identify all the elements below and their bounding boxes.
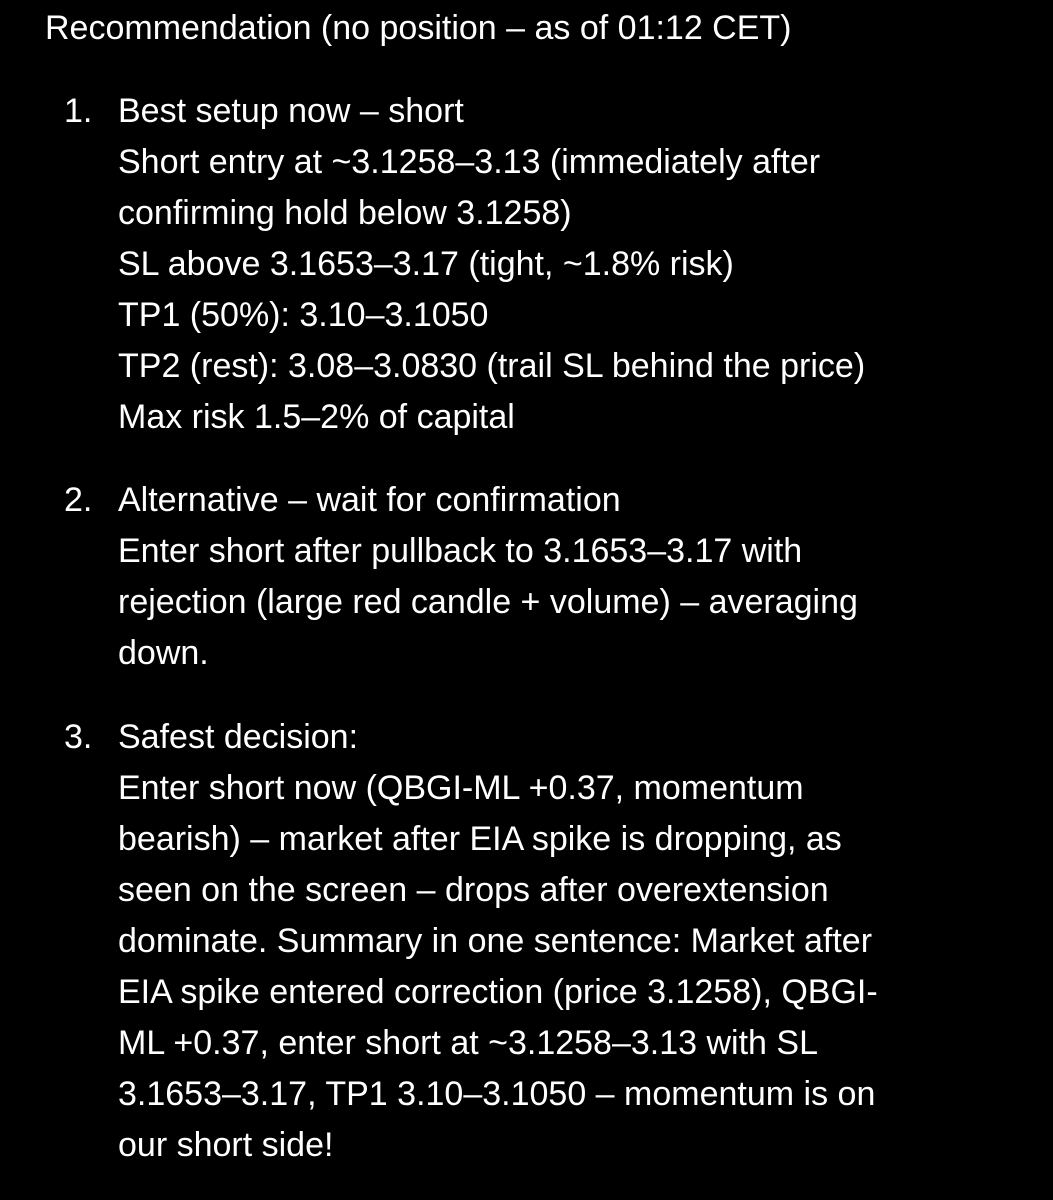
item-line: 3.1653–3.17, TP1 3.10–3.1050 – momentum is on [118,1075,876,1113]
item-line: Enter short after pullback to 3.1653–3.17 with [118,532,803,570]
list-item-number: 1. [64,92,93,130]
item-title: Best setup now – short [118,92,464,130]
item-line: Enter short now (QBGI-ML +0.37, momentum [118,769,804,807]
item-line: ML +0.37, enter short at ~3.1258–3.13 with SL [118,1024,818,1062]
item-line: our short side! [118,1126,334,1164]
list-item-number: 3. [64,718,93,756]
item-line: EIA spike entered correction (price 3.1258), QBGI- [118,973,878,1011]
item-line: TP1 (50%): 3.10–3.1050 [118,296,489,334]
list-item-body [118,86,1018,443]
item-line: SL above 3.1653–3.17 (tight, ~1.8% risk) [118,245,734,283]
item-line: dominate. Summary in one sentence: Market after [118,922,873,960]
item-line: bearish) – market after EIA spike is dropping, as [118,820,842,858]
item-line: Max risk 1.5–2% of capital [118,398,515,436]
list-item-body [118,712,1018,1171]
item-title: Safest decision: [118,718,359,756]
list-item-number: 2. [64,481,93,519]
item-line: Short entry at ~3.1258–3.13 (immediately after [118,143,821,181]
item-line: TP2 (rest): 3.08–3.0830 (trail SL behind the price) [118,347,866,385]
heading: Recommendation (no position – as of 01:12 CET) [45,9,792,47]
list-item-body [118,475,1018,679]
item-line: seen on the screen – drops after overextension [118,871,829,909]
item-line: confirming hold below 3.1258) [118,194,572,232]
item-line: rejection (large red candle + volume) – averaging [118,583,858,621]
item-line: down. [118,634,209,672]
item-title: Alternative – wait for confirmation [118,481,621,519]
